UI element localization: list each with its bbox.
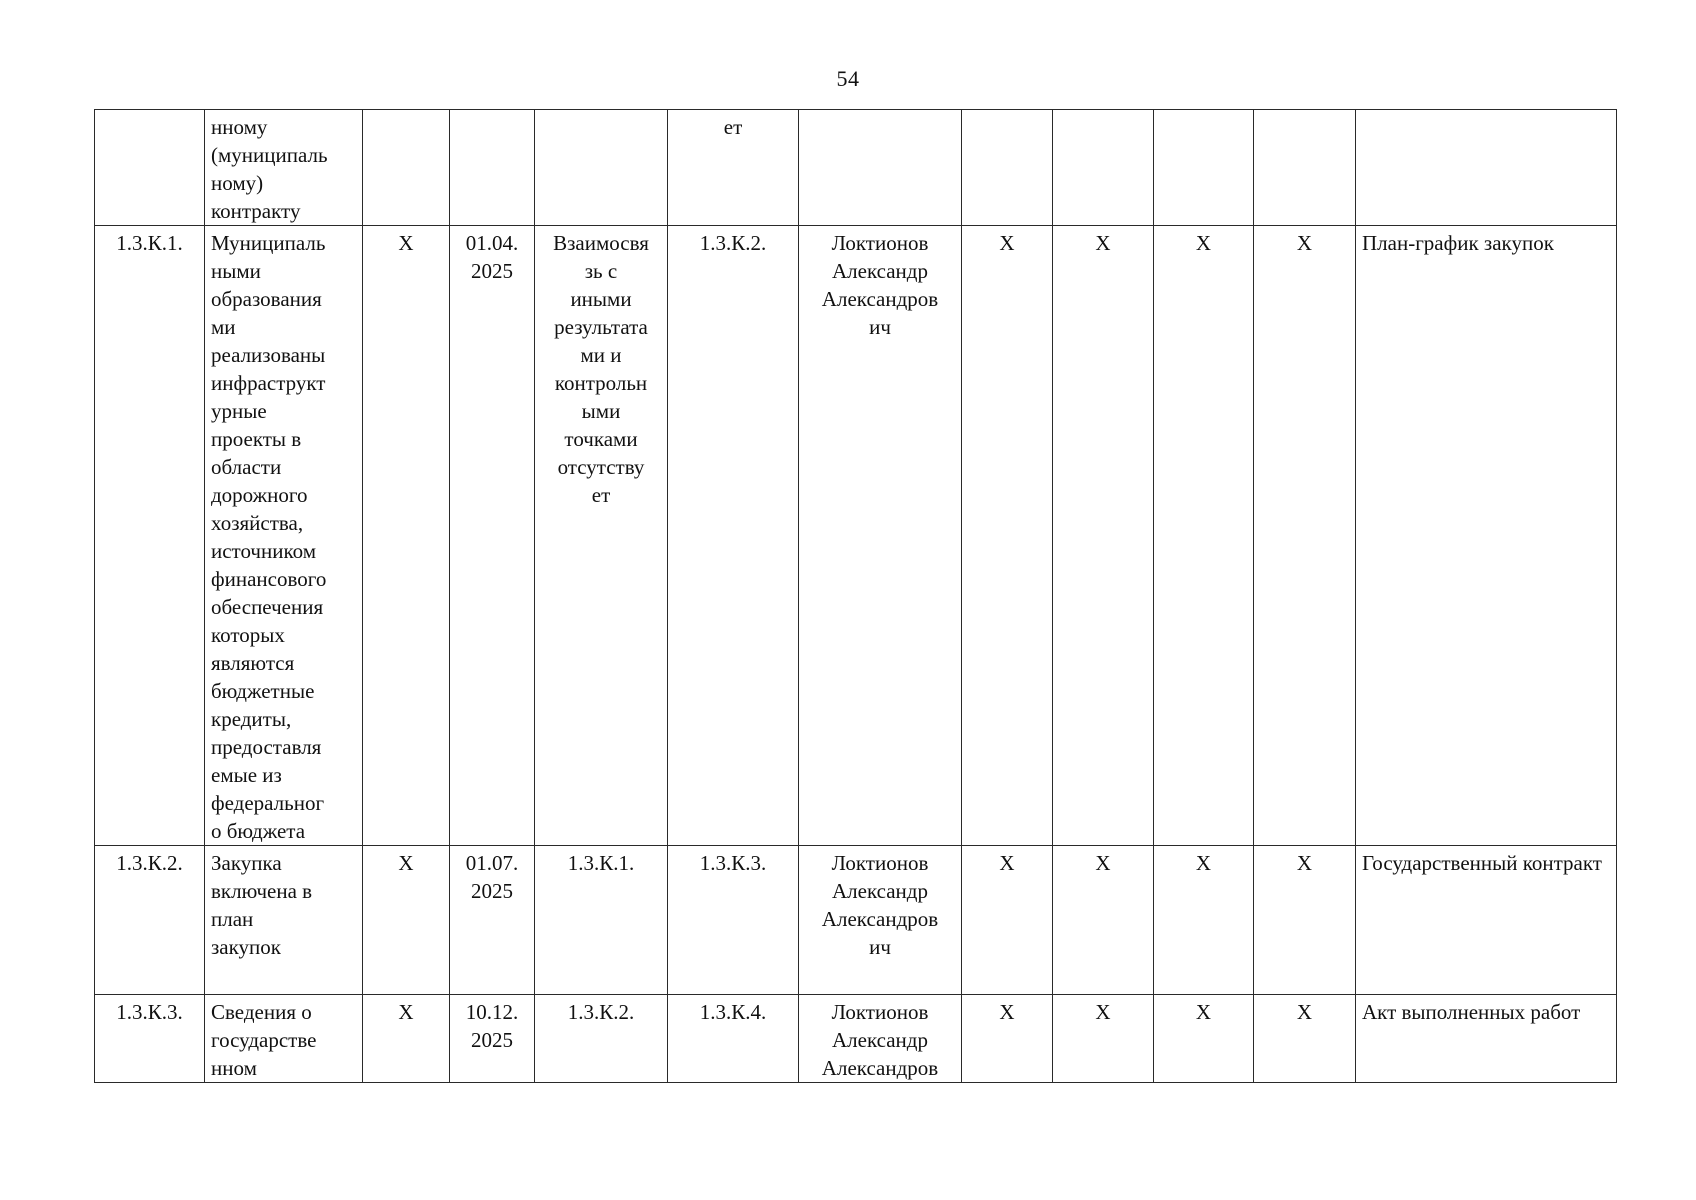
cell-line: емые из	[211, 763, 282, 787]
cell-line: Александр	[832, 879, 928, 903]
cell-line: 1.3.К.4.	[699, 1000, 767, 1024]
cell-next	[668, 226, 799, 846]
cell-line: Александр	[832, 1028, 928, 1052]
cell-line: Взаимосвя	[553, 231, 649, 255]
cell-line: Александров	[821, 287, 939, 311]
cell-code: 1.3.К.2.	[95, 846, 205, 995]
cell-next	[668, 995, 799, 1083]
cell-line: 10.12.	[465, 1000, 519, 1024]
cell-line: отсутству	[557, 455, 645, 479]
cell-line: 2025	[471, 879, 513, 903]
cell-result	[205, 226, 363, 846]
cell-result	[205, 846, 363, 995]
cell-line: план	[211, 907, 254, 931]
cell-x3	[1154, 110, 1254, 226]
cell-line: федеральног	[211, 791, 325, 815]
cell-next	[668, 110, 799, 226]
cell-date	[450, 846, 535, 995]
control-points-table	[94, 109, 1617, 1083]
cell-line: нному	[211, 115, 268, 139]
cell-x2	[1053, 110, 1154, 226]
cell-line: урные	[211, 399, 267, 423]
cell-line: нном	[211, 1056, 257, 1080]
cell-result	[205, 110, 363, 226]
cell-line: Локтионов	[831, 1000, 929, 1024]
cell-document	[1356, 110, 1617, 226]
cell-line: точками	[564, 427, 638, 451]
cell-line: образования	[211, 287, 322, 311]
cell-line: 1.3.К.3.	[699, 851, 767, 875]
cell-line: зь с	[584, 259, 618, 283]
cell-line: ными	[211, 259, 261, 283]
cell-line: включена в	[211, 879, 313, 903]
cell-previous	[535, 226, 668, 846]
cell-mark: Х	[363, 846, 450, 995]
table-row	[95, 846, 1617, 995]
cell-x4: Х	[1254, 226, 1356, 846]
cell-line: 2025	[471, 1028, 513, 1052]
cell-x2: Х	[1053, 846, 1154, 995]
cell-line: ыми	[581, 399, 621, 423]
cell-line: проекты в	[211, 427, 302, 451]
cell-line: 01.04.	[465, 231, 519, 255]
cell-line: бюджетные	[211, 679, 315, 703]
cell-line: хозяйства,	[211, 511, 304, 535]
cell-responsible	[799, 110, 962, 226]
cell-document: План-график закупок	[1356, 226, 1617, 846]
cell-line: кредиты,	[211, 707, 292, 731]
cell-line: Александров	[821, 1056, 939, 1080]
table-row	[95, 995, 1617, 1083]
cell-line: инфраструкт	[211, 371, 326, 395]
cell-line: источником	[211, 539, 316, 563]
cell-previous	[535, 995, 668, 1083]
cell-date	[450, 110, 535, 226]
cell-x4: Х	[1254, 995, 1356, 1083]
cell-line: иными	[570, 287, 632, 311]
cell-line: Александр	[832, 259, 928, 283]
cell-line: Закупка	[211, 851, 282, 875]
cell-line: закупок	[211, 935, 281, 959]
cell-line: контракту	[211, 199, 301, 223]
cell-line: результата	[554, 315, 648, 339]
cell-mark: Х	[363, 995, 450, 1083]
cell-previous	[535, 846, 668, 995]
cell-line: Муниципаль	[211, 231, 326, 255]
cell-x1	[962, 110, 1053, 226]
cell-line: ет	[591, 483, 611, 507]
cell-document: Государственный контракт	[1356, 846, 1617, 995]
cell-x1: Х	[962, 846, 1053, 995]
cell-line: области	[211, 455, 282, 479]
cell-line: Александров	[821, 907, 939, 931]
cell-line: 1.3.К.1.	[567, 851, 635, 875]
cell-line: которых	[211, 623, 285, 647]
cell-line: финансового	[211, 567, 327, 591]
cell-responsible	[799, 846, 962, 995]
table-row	[95, 110, 1617, 226]
cell-code: 1.3.К.1.	[95, 226, 205, 846]
cell-x3: Х	[1154, 226, 1254, 846]
cell-next	[668, 846, 799, 995]
cell-line: 01.07.	[465, 851, 519, 875]
cell-result	[205, 995, 363, 1083]
table-row	[95, 226, 1617, 846]
cell-line: Сведения о	[211, 1000, 312, 1024]
cell-line: предоставля	[211, 735, 322, 759]
cell-x2: Х	[1053, 226, 1154, 846]
cell-line: обеспечения	[211, 595, 324, 619]
cell-line: контрольн	[554, 371, 648, 395]
cell-line: (муниципаль	[211, 143, 328, 167]
cell-x1: Х	[962, 995, 1053, 1083]
cell-mark	[363, 110, 450, 226]
cell-line: ми и	[580, 343, 622, 367]
cell-x4: Х	[1254, 846, 1356, 995]
cell-line: 1.3.К.2.	[567, 1000, 635, 1024]
cell-x3: Х	[1154, 846, 1254, 995]
cell-line: ет	[723, 115, 743, 139]
cell-line: государстве	[211, 1028, 317, 1052]
cell-x4	[1254, 110, 1356, 226]
cell-line: реализованы	[211, 343, 326, 367]
cell-date	[450, 995, 535, 1083]
cell-responsible	[799, 995, 962, 1083]
cell-document: Акт выполненных работ	[1356, 995, 1617, 1083]
cell-line: 1.3.К.2.	[699, 231, 767, 255]
page-number: 54	[836, 66, 860, 91]
cell-line: дорожного	[211, 483, 308, 507]
cell-line: являются	[211, 651, 295, 675]
cell-line: ич	[869, 935, 891, 959]
cell-date	[450, 226, 535, 846]
cell-previous	[535, 110, 668, 226]
cell-line: 2025	[471, 259, 513, 283]
cell-x3: Х	[1154, 995, 1254, 1083]
cell-mark: Х	[363, 226, 450, 846]
cell-x2: Х	[1053, 995, 1154, 1083]
cell-responsible	[799, 226, 962, 846]
cell-code	[95, 110, 205, 226]
cell-line: ному)	[211, 171, 264, 195]
cell-code: 1.3.К.3.	[95, 995, 205, 1083]
cell-line: о бюджета	[211, 819, 306, 843]
cell-line: ми	[211, 315, 236, 339]
cell-line: Локтионов	[831, 851, 929, 875]
cell-line: ич	[869, 315, 891, 339]
cell-x1: Х	[962, 226, 1053, 846]
cell-line: Локтионов	[831, 231, 929, 255]
